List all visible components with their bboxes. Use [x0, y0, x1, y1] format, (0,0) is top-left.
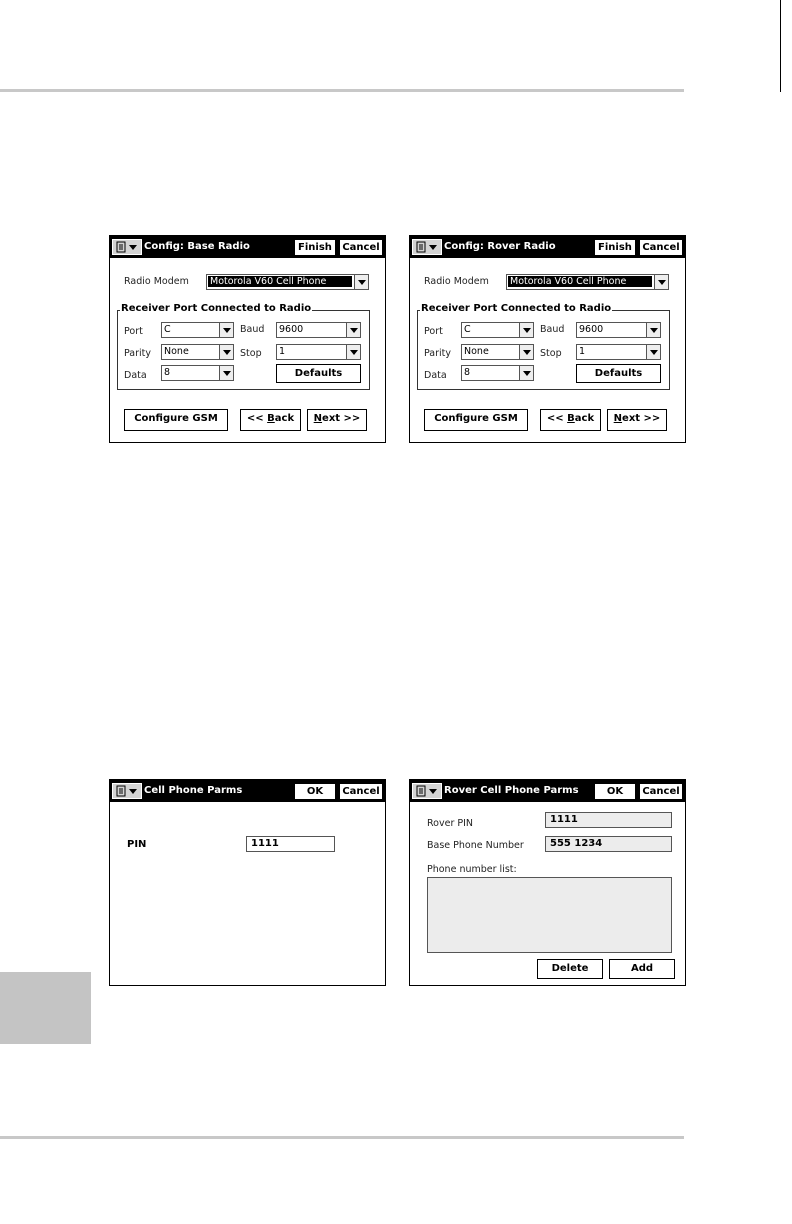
start-menu-icon	[116, 241, 140, 253]
title-bar	[410, 236, 685, 258]
radio-modem-select[interactable]	[506, 274, 669, 290]
chevron-down-icon[interactable]	[519, 366, 533, 380]
chevron-down-icon[interactable]	[346, 345, 360, 359]
chevron-down-icon[interactable]	[219, 323, 233, 337]
title-bar	[110, 236, 385, 258]
add-button[interactable]: Add	[609, 959, 675, 979]
parity-select[interactable]	[461, 344, 534, 360]
start-menu-icon	[416, 241, 440, 253]
parity-select[interactable]	[161, 344, 234, 360]
ok-button[interactable]: OK	[294, 783, 336, 800]
stop-value: 1	[579, 346, 586, 357]
chevron-down-icon[interactable]	[219, 366, 233, 380]
group-title: Receiver Port Connected to Radio	[421, 303, 612, 314]
rover-radio-window	[409, 235, 686, 443]
data-select[interactable]	[461, 365, 534, 381]
cancel-button[interactable]: Cancel	[639, 783, 683, 800]
chevron-down-icon[interactable]	[354, 275, 368, 289]
parity-value: None	[464, 346, 489, 357]
radio-modem-value: Motorola V60 Cell Phone	[208, 276, 352, 287]
port-label: Port	[424, 326, 443, 337]
header-rule	[0, 89, 684, 92]
chevron-down-icon[interactable]	[346, 323, 360, 337]
start-menu-button[interactable]	[412, 239, 442, 255]
configure-gsm-button[interactable]: Configure GSM	[124, 409, 228, 431]
parity-value: None	[164, 346, 189, 357]
data-label: Data	[424, 370, 447, 381]
window-title: Cell Phone Parms	[144, 785, 243, 796]
radio-modem-label: Radio Modem	[424, 276, 489, 287]
start-menu-button[interactable]	[112, 783, 142, 799]
pin-value: 1111	[251, 838, 279, 849]
finish-button[interactable]: Finish	[294, 239, 336, 256]
start-menu-icon	[116, 785, 140, 797]
data-value: 8	[464, 367, 471, 378]
defaults-button[interactable]: Defaults	[276, 364, 361, 383]
back-rest: ack	[574, 413, 595, 424]
baud-label: Baud	[540, 324, 565, 335]
pin-label: PIN	[127, 839, 147, 850]
rover-pin-field	[545, 812, 672, 828]
next-accel: N	[613, 413, 623, 424]
base-phone-label: Base Phone Number	[427, 840, 524, 851]
base-phone-field	[545, 836, 672, 852]
cell-phone-parms-window	[109, 779, 386, 986]
cancel-button[interactable]: Cancel	[339, 783, 383, 800]
phone-list-label: Phone number list:	[427, 864, 517, 875]
configure-gsm-button[interactable]: Configure GSM	[424, 409, 528, 431]
baud-select[interactable]	[576, 322, 661, 338]
defaults-button[interactable]: Defaults	[576, 364, 661, 383]
chevron-down-icon[interactable]	[646, 323, 660, 337]
next-accel: N	[313, 413, 323, 424]
port-select[interactable]	[461, 322, 534, 338]
parity-label: Parity	[124, 348, 152, 359]
next-button[interactable]	[307, 409, 367, 431]
chevron-down-icon[interactable]	[646, 345, 660, 359]
port-label: Port	[124, 326, 143, 337]
base-radio-window	[109, 235, 386, 443]
stop-value: 1	[279, 346, 286, 357]
start-menu-button[interactable]	[412, 783, 442, 799]
port-value: C	[164, 324, 171, 335]
delete-button[interactable]: Delete	[537, 959, 603, 979]
window-title: Rover Cell Phone Parms	[444, 785, 579, 796]
cancel-button[interactable]: Cancel	[339, 239, 383, 256]
baud-label: Baud	[240, 324, 265, 335]
port-value: C	[464, 324, 471, 335]
parity-label: Parity	[424, 348, 452, 359]
chevron-down-icon[interactable]	[219, 345, 233, 359]
back-accel: B	[567, 413, 575, 424]
crop-mark	[780, 0, 781, 92]
next-rest: ext >>	[322, 413, 361, 424]
pin-input[interactable]	[246, 836, 335, 852]
radio-modem-select[interactable]	[206, 274, 369, 290]
start-menu-button[interactable]	[112, 239, 142, 255]
window-title: Config: Base Radio	[144, 241, 250, 252]
title-bar	[410, 780, 685, 802]
back-button[interactable]	[240, 409, 301, 431]
data-label: Data	[124, 370, 147, 381]
back-prefix: <<	[546, 413, 568, 424]
stop-select[interactable]	[576, 344, 661, 360]
ok-button[interactable]: OK	[594, 783, 636, 800]
group-title: Receiver Port Connected to Radio	[121, 303, 312, 314]
port-select[interactable]	[161, 322, 234, 338]
rover-cell-phone-parms-window	[409, 779, 686, 986]
title-bar	[110, 780, 385, 802]
next-button[interactable]	[607, 409, 667, 431]
cancel-button[interactable]: Cancel	[639, 239, 683, 256]
footer-rule	[0, 1136, 684, 1139]
back-prefix: <<	[246, 413, 268, 424]
chevron-down-icon[interactable]	[519, 323, 533, 337]
chevron-down-icon[interactable]	[519, 345, 533, 359]
side-tab	[0, 972, 91, 1044]
rover-pin-label: Rover PIN	[427, 818, 474, 829]
back-button[interactable]	[540, 409, 601, 431]
chevron-down-icon[interactable]	[654, 275, 668, 289]
data-select[interactable]	[161, 365, 234, 381]
baud-value: 9600	[279, 324, 304, 335]
baud-select[interactable]	[276, 322, 361, 338]
stop-select[interactable]	[276, 344, 361, 360]
base-phone-value: 555 1234	[550, 838, 603, 849]
rover-pin-value: 1111	[550, 814, 578, 825]
data-value: 8	[164, 367, 171, 378]
start-menu-icon	[416, 785, 440, 797]
back-rest: ack	[274, 413, 295, 424]
radio-modem-label: Radio Modem	[124, 276, 189, 287]
window-title: Config: Rover Radio	[444, 241, 556, 252]
radio-modem-value: Motorola V60 Cell Phone	[508, 276, 652, 287]
back-accel: B	[267, 413, 275, 424]
stop-label: Stop	[540, 348, 562, 359]
next-rest: ext >>	[622, 413, 661, 424]
baud-value: 9600	[579, 324, 604, 335]
phone-number-list[interactable]	[427, 877, 672, 953]
stop-label: Stop	[240, 348, 262, 359]
finish-button[interactable]: Finish	[594, 239, 636, 256]
